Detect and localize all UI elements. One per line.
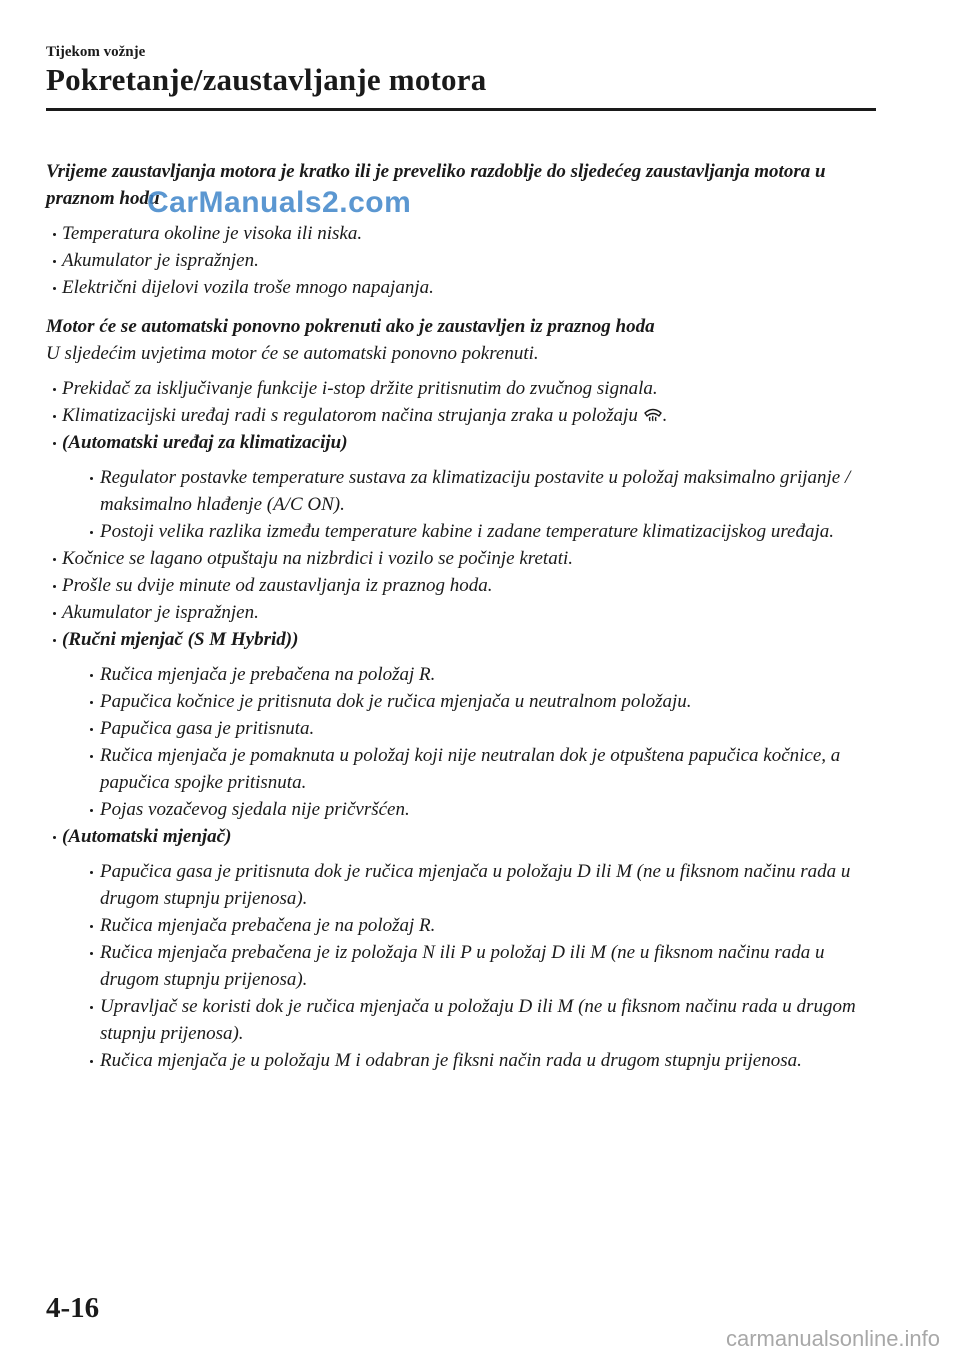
manual-transmission-list <box>62 661 876 823</box>
section1-heading: Vrijeme zaustavljanja motora je kratko ili je preveliko razdoblje do sljedećeg zaustavljanja motora u praznom hodu <box>46 161 826 209</box>
list-item: Postoji velika razlika između temperature kabine i zadane temperature klimatizacijskog uređaja. <box>62 518 876 545</box>
list-item: Papučica gasa je pritisnuta dok je ručica mjenjača u položaju D ili M (ne u fiksnom načinu rada u drugom stupnju prijenosa). <box>62 858 876 912</box>
automatic-transmission-label: (Automatski mjenjač) <box>62 826 232 847</box>
list-item: Ručica mjenjača prebačena je na položaj R. <box>62 912 876 939</box>
list-item-end: . <box>662 405 668 426</box>
list-item <box>46 402 876 429</box>
list-item: Prekidač za isključivanje funkcije i-stop držite pritisnutim do zvučnog signala. <box>46 375 876 402</box>
list-item <box>46 823 876 1074</box>
list-item: Kočnice se lagano otpuštaju na nizbrdici i vozilo se počinje kretati. <box>46 545 876 572</box>
list-item: Električni dijelovi vozila troše mnogo napajanja. <box>46 274 876 301</box>
list-item: Ručica mjenjača je u položaju M i odabran je fiksni način rada u drugom stupnju prijenosa. <box>62 1047 876 1074</box>
section1-list <box>46 220 876 301</box>
auto-ac-label: (Automatski uređaj za klimatizaciju) <box>62 432 348 453</box>
list-item: Ručica mjenjača prebačena je iz položaja N ili P u položaj D ili M (ne u fiksnom načinu rada u drugom stupnju prijenosa). <box>62 939 876 993</box>
list-item: Upravljač se koristi dok je ručica mjenjača u položaju D ili M (ne u fiksnom načinu rada u drugom stupnju prijenosa). <box>62 993 876 1047</box>
list-item: Ručica mjenjača je prebačena na položaj R. <box>62 661 876 688</box>
list-item: Ručica mjenjača je pomaknuta u položaj koji nije neutralan dok je otpuštena papučica kočnice, a papučica spojke pritisnuta. <box>62 742 876 796</box>
watermark: CarManuals2.com <box>147 186 412 219</box>
list-item: Prošle su dvije minute od zaustavljanja iz praznog hoda. <box>46 572 876 599</box>
list-item: Pojas vozačevog sjedala nije pričvršćen. <box>62 796 876 823</box>
manual-transmission-label: (Ručni mjenjač (S M Hybrid)) <box>62 629 299 650</box>
auto-ac-list <box>62 464 876 545</box>
windshield-defroster-icon <box>643 404 663 424</box>
list-item: Akumulator je ispražnjen. <box>46 599 876 626</box>
list-item: Temperatura okoline je visoka ili niska. <box>46 220 876 247</box>
list-item: Papučica gasa je pritisnuta. <box>62 715 876 742</box>
section2-intro: U sljedećim uvjetima motor će se automatski ponovno pokrenuti. <box>46 343 539 364</box>
list-item: Regulator postavke temperature sustava za klimatizaciju postavite u položaj maksimalno grijanje / maksimalno hlađenje (A/C ON). <box>62 464 876 518</box>
section2-heading: Motor će se automatski ponovno pokrenuti ako je zaustavljen iz praznog hoda <box>46 316 655 337</box>
chapter-label: Tijekom vožnje <box>46 44 146 60</box>
page-content <box>46 158 876 1074</box>
list-item <box>46 429 876 545</box>
section2-list <box>46 375 876 1074</box>
list-item: Papučica kočnice je pritisnuta dok je ručica mjenjača u neutralnom položaju. <box>62 688 876 715</box>
automatic-transmission-list <box>62 858 876 1074</box>
list-item-text: Klimatizacijski uređaj radi s regulatorom načina strujanja zraka u položaju <box>62 405 638 426</box>
footer-watermark: carmanualsonline.info <box>726 1326 941 1351</box>
page-title: Pokretanje/zaustavljanje motora <box>46 62 487 97</box>
list-item: Akumulator je ispražnjen. <box>46 247 876 274</box>
page-number: 4-16 <box>46 1292 100 1324</box>
list-item <box>46 626 876 823</box>
header-rule <box>46 108 876 111</box>
